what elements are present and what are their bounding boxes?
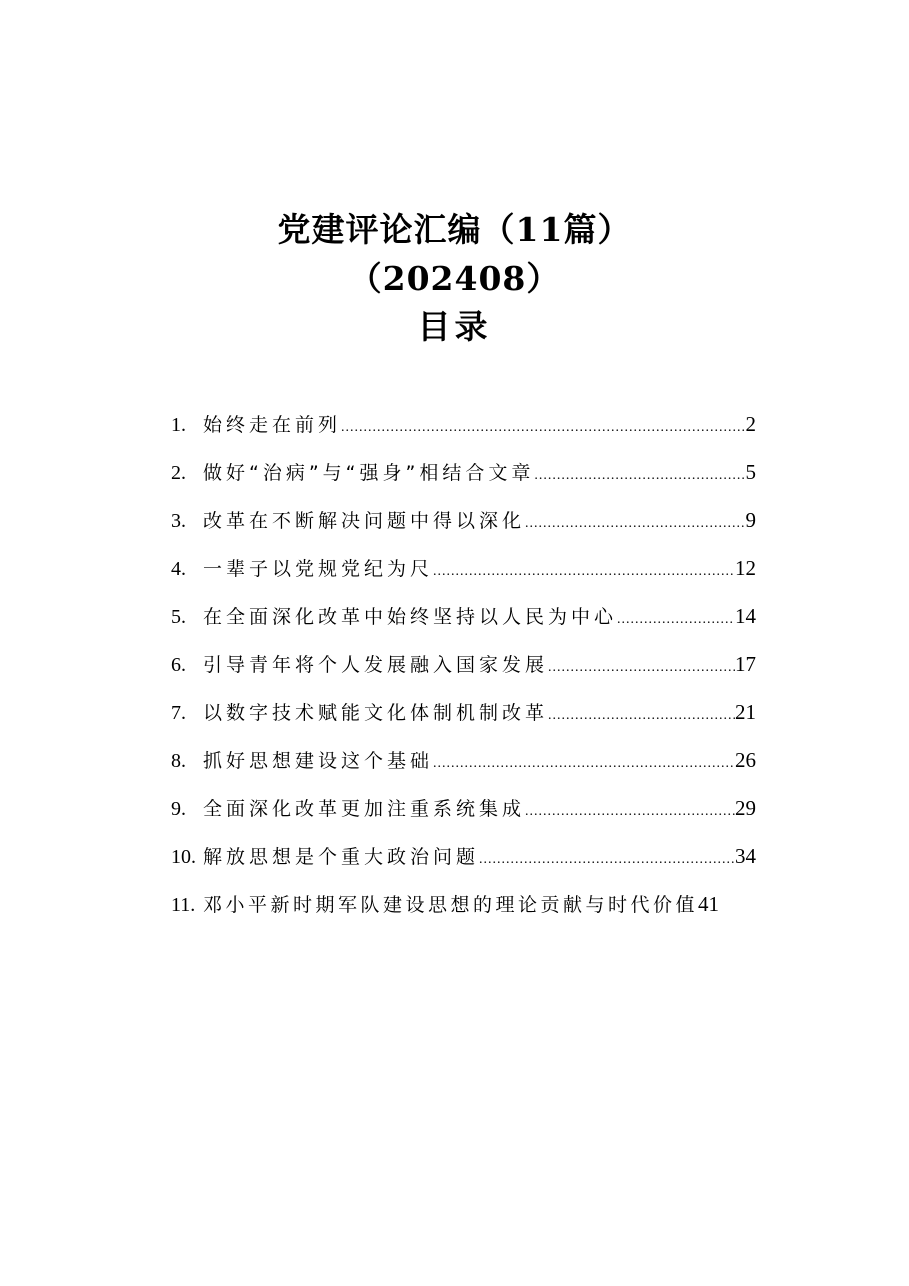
toc-leader-dots	[341, 404, 745, 452]
toc-entry-number: 9.	[171, 798, 186, 820]
document-subtitle: （202408）	[348, 259, 561, 298]
toc-entry-title: 一辈子以党规党纪为尺	[203, 558, 434, 580]
toc-entry-page: 34	[735, 844, 756, 868]
toc-entry-page: 29	[735, 796, 756, 820]
toc-entry-number: 5.	[171, 606, 186, 628]
toc-leader-dots	[534, 452, 745, 500]
toc-entry-page: 17	[735, 652, 756, 676]
toc-entry-title: 改革在不断解决问题中得以深化	[203, 510, 526, 532]
toc-leader-dots	[548, 644, 735, 692]
toc-entry-page: 14	[735, 604, 756, 628]
toc-entry[interactable]	[171, 496, 756, 544]
toc-entry-page: 12	[735, 556, 756, 580]
toc-entry-number: 8.	[171, 750, 186, 772]
toc-entry-page: 9	[745, 508, 756, 532]
toc-entry-number: 3.	[171, 510, 186, 532]
toc-entry[interactable]	[171, 592, 756, 640]
toc-entry-number: 7.	[171, 702, 186, 724]
toc-entry-number: 1.	[171, 414, 186, 436]
toc-entry[interactable]	[171, 448, 756, 496]
toc-heading: 目录	[417, 307, 492, 346]
toc-entry[interactable]	[171, 880, 756, 928]
toc-entry-number: 6.	[171, 654, 186, 676]
document-title: 党建评论汇编（11篇）	[277, 210, 632, 249]
toc-entry-title: 做好“治病”与“强身”相结合文章	[203, 462, 535, 484]
toc-entry-page: 5	[745, 460, 756, 484]
toc-entry[interactable]	[171, 544, 756, 592]
toc-entry-page: 26	[735, 748, 756, 772]
toc-entry[interactable]	[171, 640, 756, 688]
toc-entry-page: 2	[745, 412, 756, 436]
toc-entry[interactable]	[171, 400, 756, 448]
toc-entry-title: 始终走在前列	[203, 414, 342, 436]
toc-entry-page: 21	[735, 700, 756, 724]
toc-entry-number: 11.	[171, 894, 196, 916]
toc-leader-dots	[479, 836, 735, 884]
toc-entry-number: 4.	[171, 558, 186, 580]
toc-entry-title: 引导青年将个人发展融入国家发展	[203, 654, 549, 676]
toc-entry-title: 邓小平新时期军队建设思想的理论贡献与时代价值	[203, 894, 699, 916]
toc-entry-page: 41	[698, 892, 720, 916]
toc-entry[interactable]	[171, 784, 756, 832]
toc-entry-title: 抓好思想建设这个基础	[203, 750, 434, 772]
toc-leader-dots	[433, 740, 735, 788]
toc-entry-number: 10.	[171, 846, 196, 868]
table-of-contents	[171, 400, 756, 928]
toc-entry[interactable]	[171, 832, 756, 880]
toc-leader-dots	[617, 596, 735, 644]
toc-entry[interactable]	[171, 736, 756, 784]
toc-entry-title: 全面深化改革更加注重系统集成	[203, 798, 526, 820]
toc-entry[interactable]	[171, 688, 756, 736]
toc-entry-title: 解放思想是个重大政治问题	[203, 846, 480, 868]
toc-leader-dots	[525, 788, 735, 836]
toc-entry-number: 2.	[171, 462, 186, 484]
toc-leader-dots	[548, 692, 735, 740]
toc-entry-title: 在全面深化改革中始终坚持以人民为中心	[203, 606, 618, 628]
toc-entry-title: 以数字技术赋能文化体制机制改革	[203, 702, 549, 724]
toc-leader-dots	[525, 500, 745, 548]
toc-leader-dots	[433, 548, 735, 596]
